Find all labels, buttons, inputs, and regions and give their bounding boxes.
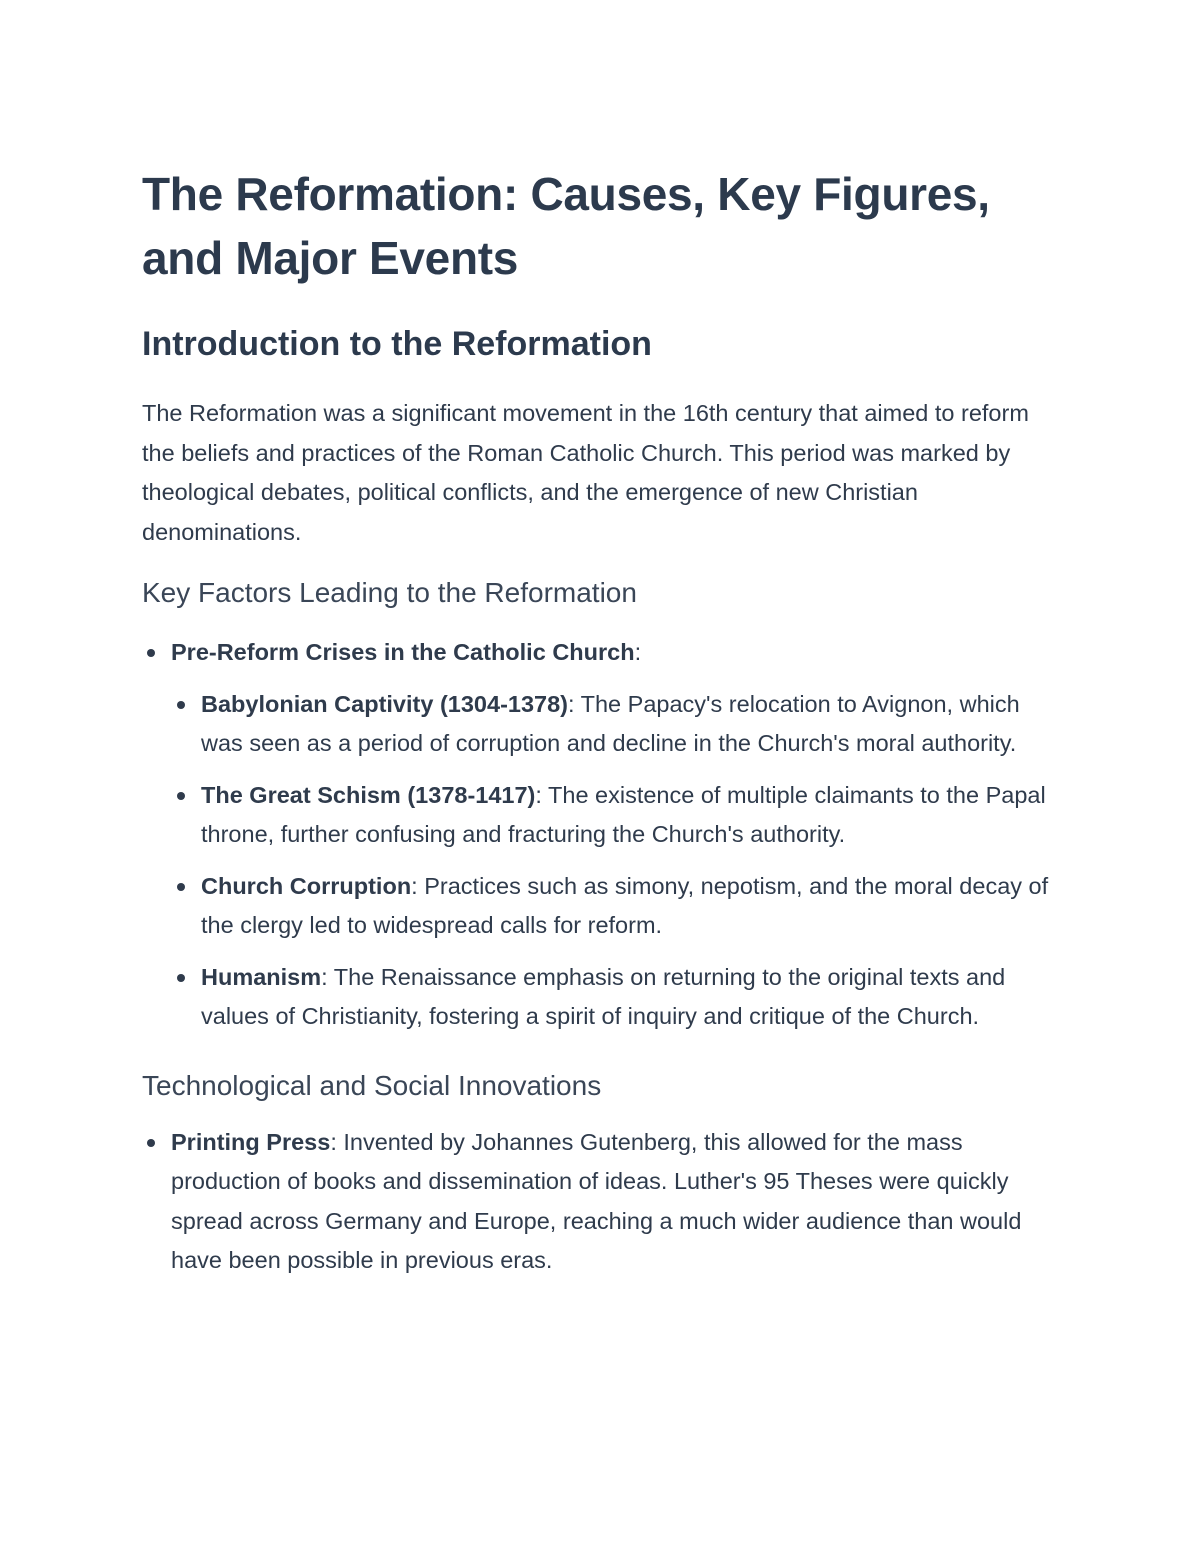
subsection-heading-key-factors: Key Factors Leading to the Reformation [142,577,637,608]
list-item-label: The Great Schism (1378-1417) [201,781,536,808]
list-item-suffix: : [634,639,642,665]
bullet-icon [147,1139,155,1147]
bullet-icon [147,649,155,657]
list-item-label: Pre-Reform Crises in the Catholic Church [171,639,635,665]
tech-innovations-list [142,1123,1062,1281]
document-page [142,162,1062,1281]
list-item-text: : The existence of multiple claimants to the Papal throne, further confusing and fracturing the Church's authority. [201,781,1046,847]
list-item-label: Humanism [201,963,322,990]
bullet-icon [177,792,185,800]
list-item-label: Church Corruption [201,872,412,899]
list-item-text: : Practices such as simony, nepotism, and the moral decay of the clergy led to widespread calls for reform. [201,872,1049,938]
pre-reform-crises-sublist [142,685,1062,1037]
list-item-printing-press [171,1123,1062,1281]
list-item-church-corruption [201,867,1062,946]
bullet-icon [177,883,185,891]
list-item-babylonian-captivity [201,685,1062,764]
list-item-pre-reform-crises [171,633,1062,673]
list-item-label: Printing Press [171,1128,331,1155]
bullet-icon [177,701,185,709]
subsection-heading-tech-innovations: Technological and Social Innovations [142,1069,602,1101]
list-item-text: : The Renaissance emphasis on returning to the original texts and values of Christianity, fostering a spirit of inquiry and critique of the Church. [201,963,1006,1029]
section-heading-introduction: Introduction to the Reformation [142,325,652,363]
page-title: The Reformation: Causes, Key Figures, and Major Events [142,168,990,284]
key-factors-list [142,633,1062,673]
list-item-text: : Invented by Johannes Gutenberg, this allowed for the mass production of books and dissemination of ideas. Luther's 95 Theses were quickly spread across Germany and Europe, reaching a much wider audience than would have been possible in previous eras. [171,1128,1022,1273]
list-item-great-schism [201,776,1062,855]
list-item-label: Babylonian Captivity (1304-1378) [201,690,568,717]
bullet-icon [177,974,185,982]
intro-paragraph: The Reformation was a significant movement in the 16th century that aimed to reform the beliefs and practices of the Roman Catholic Church. This period was marked by theological debates, political conflicts, and the emergence of new Christian denominations. [142,400,1029,545]
list-item-humanism [201,958,1062,1037]
list-item-text: : The Papacy's relocation to Avignon, which was seen as a period of corruption and decline in the Church's moral authority. [201,690,1020,756]
